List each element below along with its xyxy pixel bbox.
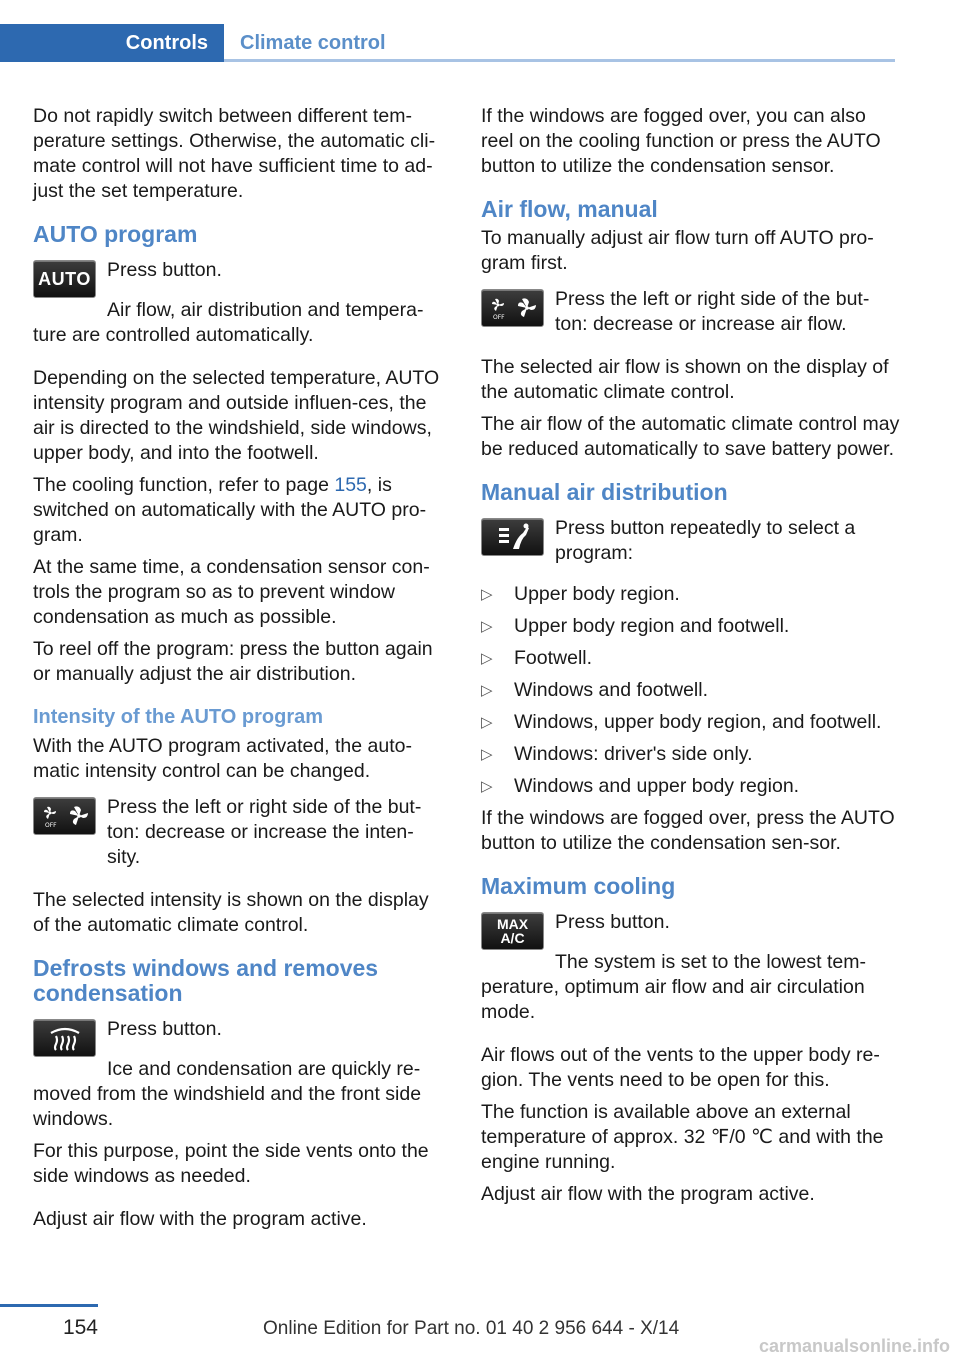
paragraph: At the same time, a condensation sensor con-trols the program so as to prevent window condensation as much as possible. — [33, 556, 430, 628]
paragraph: To manually adjust air flow turn off AUTO pro-gram first. — [481, 227, 874, 274]
paragraph: If the windows are fogged over, press the AUTO button to utilize the condensation sen-sor. — [481, 807, 895, 854]
paragraph: To reel off the program: press the button again or manually adjust the air distribution. — [33, 638, 433, 685]
paragraph: The function is available above an external temperature of approx. 32 ℉/0 ℃ and with the engine running. — [481, 1101, 884, 1173]
paragraph: The selected intensity is shown on the display of the automatic climate control. — [33, 889, 429, 936]
section-tab: Controls — [0, 24, 224, 62]
auto-button-icon: AUTO — [33, 260, 96, 298]
airflow-button-row — [481, 287, 901, 337]
svg-text:OFF: OFF — [44, 822, 57, 829]
defrost-button-row — [33, 1017, 446, 1057]
list-item: ▷ Footwell. — [481, 647, 593, 669]
triangle-bullet-icon: ▷ — [481, 650, 493, 667]
triangle-bullet-icon: ▷ — [481, 714, 493, 731]
paragraph: Adjust air flow with the program active. — [481, 1183, 815, 1205]
max-ac-button-icon: MAX A/C — [481, 912, 544, 950]
paragraph: The air flow of the automatic climate control may be reduced automatically to save battery power. — [481, 413, 900, 460]
list-item: ▷ Upper body region and footwell. — [481, 615, 790, 637]
paragraph: Ice and condensation are quickly re-moved from the windshield and the front side windows. — [33, 1058, 422, 1130]
paragraph: Adjust air flow with the program active. — [33, 1208, 367, 1230]
header-rule — [224, 59, 895, 62]
footer-rule — [0, 1304, 98, 1307]
paragraph: Press button. — [107, 1018, 222, 1040]
edition-text: Online Edition for Part no. 01 40 2 956 644 - X/14 — [263, 1318, 680, 1339]
list-item: ▷ Windows and upper body region. — [481, 775, 800, 797]
auto-button-row — [33, 258, 446, 298]
program-list — [481, 582, 901, 799]
fan-button-icon — [33, 797, 96, 835]
paragraph: Do not rapidly switch between different tem-perature settings. Otherwise, the automatic cli-mate control will not have sufficient time to ad-just the set temperature. — [33, 105, 436, 202]
page-link[interactable]: 155 — [334, 474, 367, 496]
page-number: 154 — [62, 1316, 98, 1339]
triangle-bullet-icon: ▷ — [481, 778, 493, 795]
distribution-button-row — [481, 516, 901, 566]
list-item: ▷ Windows: driver's side only. — [481, 743, 753, 765]
triangle-bullet-icon: ▷ — [481, 746, 493, 763]
page-header — [0, 24, 895, 62]
right-column — [481, 104, 901, 1214]
paragraph: Air flows out of the vents to the upper body re-gion. The vents need to be open for this. — [481, 1044, 880, 1091]
heading-defrost: Defrosts windows and removes condensation — [33, 955, 379, 1006]
list-item: ▷ Windows, upper body region, and footwell. — [481, 711, 882, 733]
intensity-button-row — [33, 795, 446, 870]
triangle-bullet-icon: ▷ — [481, 618, 493, 635]
heading-maximum-cooling: Maximum cooling — [481, 873, 676, 899]
paragraph: If the windows are fogged over, you can also reel on the cooling function or press the AUTO button to utilize the condensation sensor. — [481, 105, 881, 177]
triangle-bullet-icon: ▷ — [481, 586, 493, 603]
paragraph: The cooling function, refer to page 155, is switched on automatically with the AUTO pro-gram. — [33, 474, 427, 546]
paragraph: For this purpose, point the side vents onto the side windows as needed. — [33, 1140, 429, 1187]
heading-auto-program: AUTO program — [33, 221, 198, 247]
paragraph: Air flow, air distribution and tempera-ture are controlled automatically. — [33, 299, 424, 346]
heading-intensity: Intensity of the AUTO program — [33, 706, 324, 728]
paragraph: Press the left or right side of the but-ton: decrease or increase air flow. — [555, 288, 870, 335]
triangle-bullet-icon: ▷ — [481, 682, 493, 699]
list-item: ▷ Upper body region. — [481, 583, 680, 605]
list-item: ▷ Windows and footwell. — [481, 679, 709, 701]
paragraph: The selected air flow is shown on the display of the automatic climate control. — [481, 356, 889, 403]
defrost-button-icon — [33, 1019, 96, 1057]
max-button-row — [481, 910, 901, 950]
svg-text:OFF: OFF — [492, 314, 505, 321]
paragraph: The system is set to the lowest tem-perature, optimum air flow and air circulation mode. — [481, 951, 867, 1023]
heading-air-flow: Air flow, manual — [481, 196, 658, 222]
watermark: carmanualsonline.info — [758, 1336, 950, 1356]
subsection-tab: Climate control — [240, 31, 386, 54]
paragraph: Press the left or right side of the but-ton: decrease or increase the inten-sity. — [107, 796, 422, 868]
paragraph: Depending on the selected temperature, AUTO intensity program and outside influen-ces, the air is directed to the windshield, side windows, upper body, and into the footwell. — [33, 367, 440, 464]
fan-button-icon — [481, 289, 544, 327]
left-column — [33, 104, 446, 1239]
paragraph: Press button repeatedly to select a program: — [555, 517, 856, 564]
heading-air-distribution: Manual air distribution — [481, 479, 728, 505]
paragraph: Press button. — [555, 911, 670, 933]
paragraph: Press button. — [107, 259, 222, 281]
air-distribution-button-icon — [481, 518, 544, 556]
paragraph: With the AUTO program activated, the auto-matic intensity control can be changed. — [33, 735, 412, 782]
